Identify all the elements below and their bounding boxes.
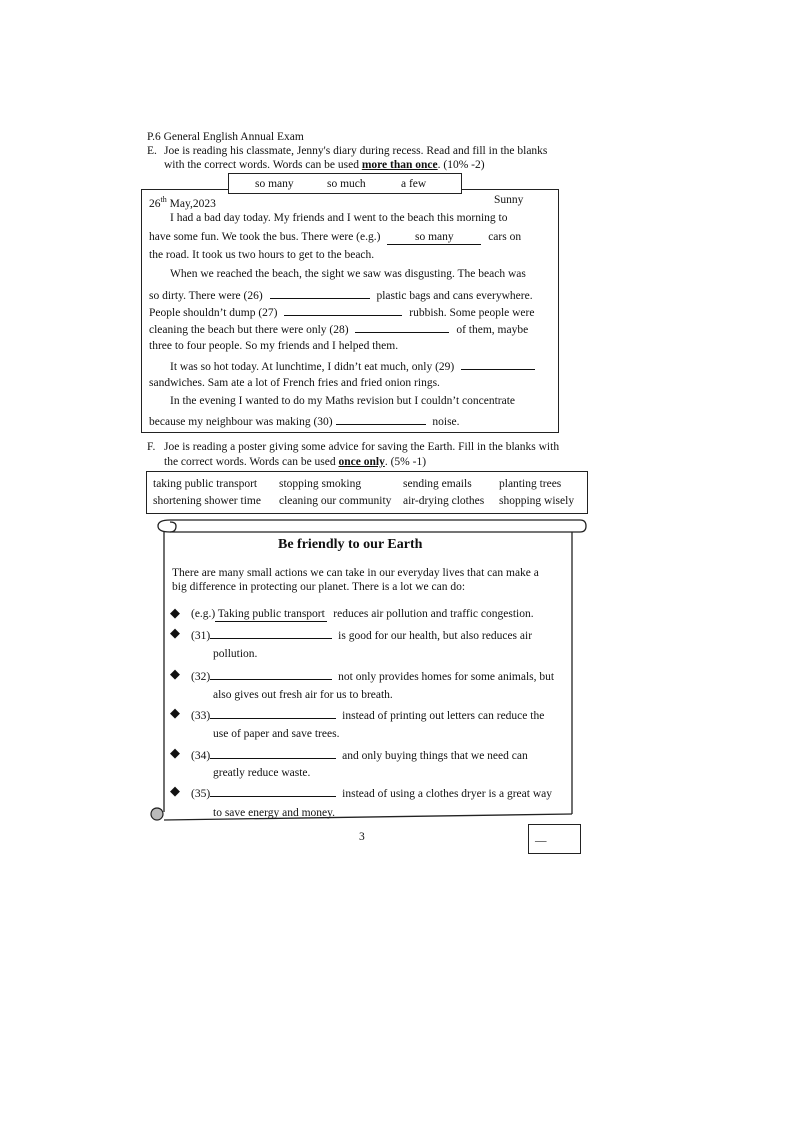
diary-weather: Sunny (494, 194, 524, 206)
blank-30[interactable] (336, 413, 426, 425)
poster-item-32-cont: also gives out fresh air for us to breath. (213, 689, 393, 701)
word-bank-e (228, 173, 462, 194)
blank-32[interactable] (210, 668, 332, 680)
word-bank-item: shortening shower time (153, 495, 261, 507)
word-bank-item: taking public transport (153, 478, 258, 490)
word-bank-item: sending emails (403, 478, 472, 490)
poster-item-32: (32) not only provides homes for some animals, but (191, 668, 554, 684)
word-bank-item: a few (401, 178, 427, 190)
blank-33[interactable] (210, 707, 336, 719)
poster-item-34-cont: greatly reduce waste. (213, 767, 311, 779)
section-f-instruction-line2: the correct words. Words can be used once only. (5% -1) (164, 456, 427, 468)
blank-28[interactable] (355, 321, 449, 333)
poster-item-33: (33) instead of printing out letters can reduce the (191, 707, 544, 723)
bullet-icon: ◆ (170, 783, 180, 798)
poster-item-35: (35) instead of using a clothes dryer is a great way (191, 785, 552, 801)
diary-line: In the evening I wanted to do my Maths revision but I couldn’t concentrate (170, 395, 516, 407)
blank-31[interactable] (210, 627, 332, 639)
poster-title: Be friendly to our Earth (278, 537, 423, 552)
diary-line: People shouldn’t dump (27) rubbish. Some people were (149, 304, 534, 320)
word-bank-item: shopping wisely (499, 495, 575, 507)
word-bank-item: air-drying clothes (403, 495, 485, 507)
example-answer: Taking public transport (215, 607, 327, 622)
poster-intro-line1: There are many small actions we can take in our everyday lives that can make a (172, 567, 539, 579)
diary-line: When we reached the beach, the sight we saw was disgusting. The beach was (170, 268, 526, 280)
score-box-mark: — (535, 835, 547, 847)
bullet-icon: ◆ (170, 666, 180, 681)
exam-title: P.6 General English Annual Exam (147, 131, 304, 143)
blank-34[interactable] (210, 747, 336, 759)
word-bank-item: planting trees (499, 478, 562, 490)
bullet-icon: ◆ (170, 605, 180, 620)
instruction-text: with the correct words. Words can be used (164, 159, 362, 171)
diary-line: I had a bad day today. My friends and I went to the beach this morning to (170, 212, 508, 224)
section-f-instruction-line1: Joe is reading a poster giving some advice for saving the Earth. Fill in the blanks with (164, 441, 560, 453)
blank-29[interactable] (461, 358, 535, 370)
word-bank-f (146, 471, 588, 514)
score-box[interactable] (528, 824, 581, 854)
diary-date: 26th May,2023 (149, 195, 216, 210)
word-bank-item: stopping smoking (279, 478, 362, 490)
section-f-letter: F. (147, 441, 156, 453)
word-bank-item: so much (327, 178, 366, 190)
diary-line: so dirty. There were (26) plastic bags and cans everywhere. (149, 287, 533, 303)
poster-item-35-cont: to save energy and money. (213, 807, 335, 819)
poster-item-31: (31) is good for our health, but also reduces air (191, 627, 532, 643)
diary-line: sandwiches. Sam ate a lot of French fries and fried onion rings. (149, 377, 440, 389)
diary-line: the road. It took us two hours to get to the beach. (149, 249, 375, 261)
poster-intro-line2: big difference in protecting our planet. There is a lot we can do: (172, 581, 466, 593)
poster-item-example: (e.g.) Taking public transport reduces air pollution and traffic congestion. (191, 608, 534, 620)
diary-line: It was so hot today. At lunchtime, I didn’t eat much, only (29) (170, 358, 539, 374)
blank-27[interactable] (284, 304, 402, 316)
poster-item-34: (34) and only buying things that we need can (191, 747, 528, 763)
blank-35[interactable] (210, 785, 336, 797)
example-answer: so many (387, 230, 481, 245)
section-e-instruction-line1: Joe is reading his classmate, Jenny's diary during recess. Read and fill in the blanks (164, 145, 548, 157)
diary-line: because my neighbour was making (30) noise. (149, 413, 460, 429)
diary-line: three to four people. So my friends and I helped them. (149, 340, 399, 352)
poster-item-33-cont: use of paper and save trees. (213, 728, 340, 740)
poster-item-31-cont: pollution. (213, 648, 258, 660)
page-number: 3 (359, 831, 365, 843)
blank-26[interactable] (270, 287, 370, 299)
bullet-icon: ◆ (170, 705, 180, 720)
instruction-text: . (10% -2) (437, 159, 485, 171)
section-e-instruction-line2 (164, 158, 485, 172)
bullet-icon: ◆ (170, 625, 180, 640)
section-e-letter: E. (147, 145, 157, 157)
instruction-emphasis: once only (338, 456, 385, 468)
bullet-icon: ◆ (170, 745, 180, 760)
word-bank-item: cleaning our community (279, 495, 392, 507)
word-bank-item: so many (255, 178, 294, 190)
instruction-emphasis: more than once (361, 159, 438, 171)
diary-line: have some fun. We took the bus. There were (e.g.) so many cars on (149, 231, 522, 243)
diary-line: cleaning the beach but there were only (28) of them, maybe (149, 321, 528, 337)
